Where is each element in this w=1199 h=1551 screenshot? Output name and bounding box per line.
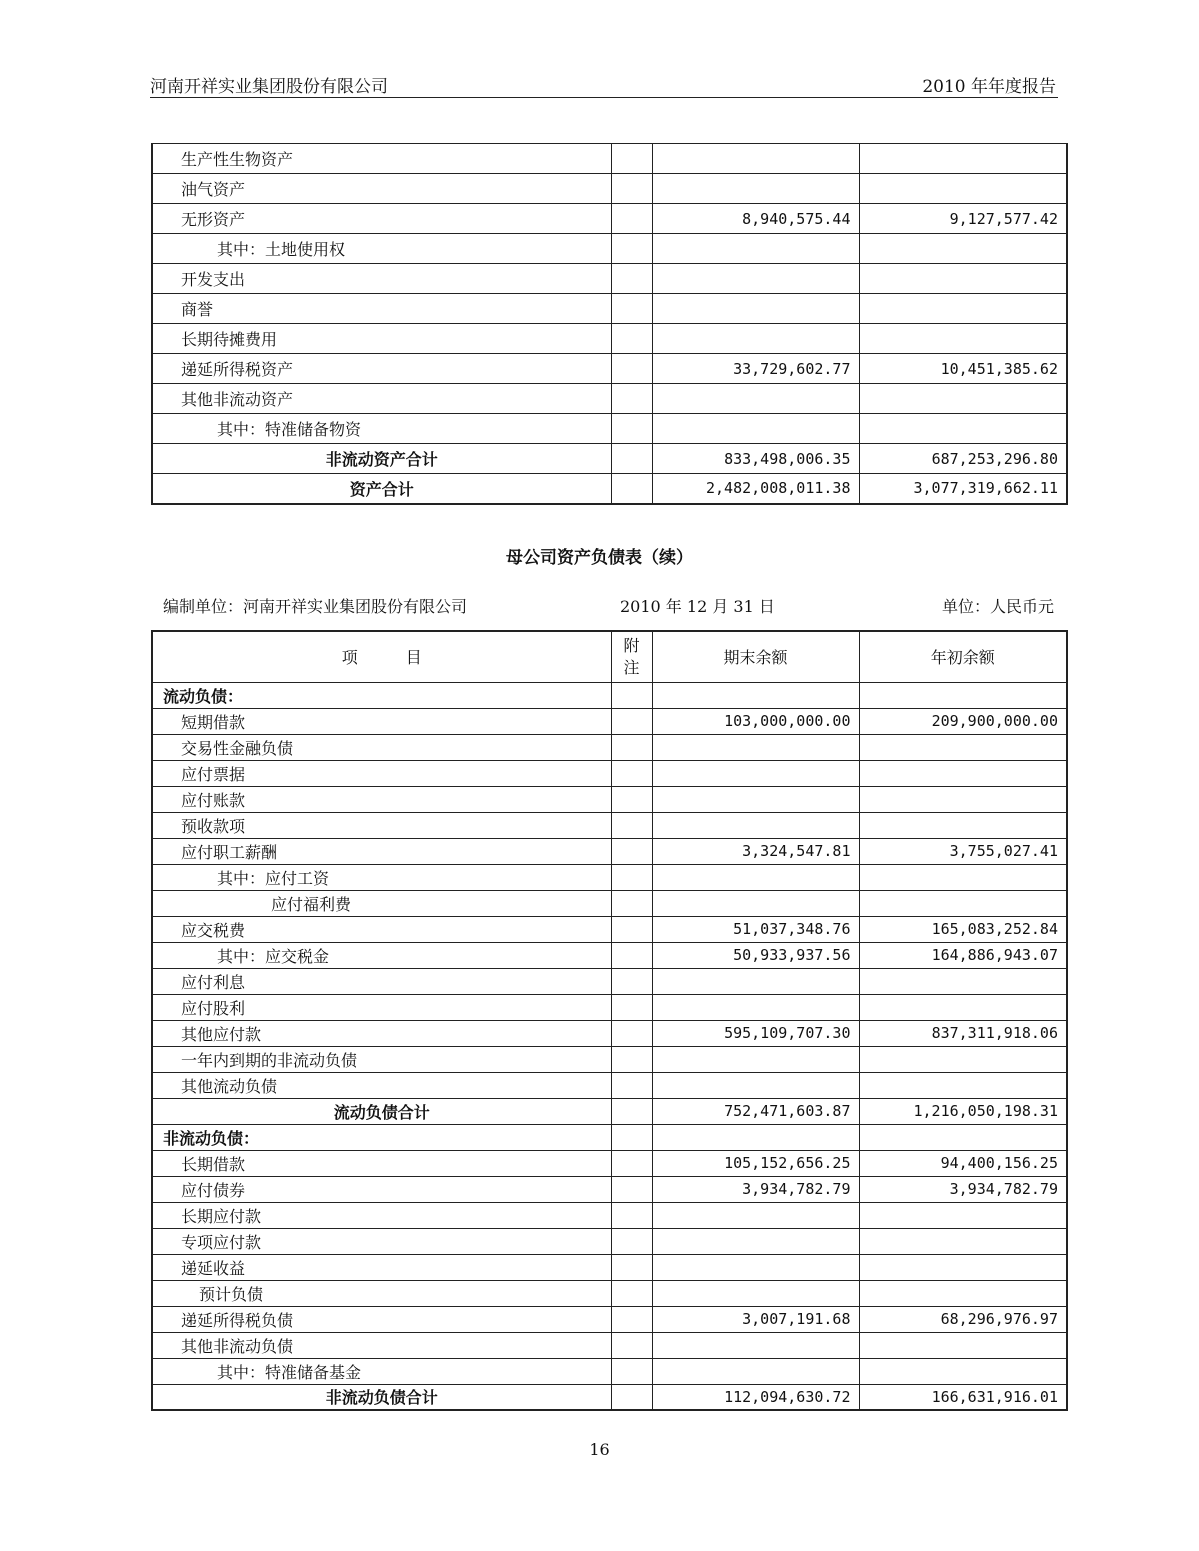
row-note bbox=[611, 1072, 652, 1098]
row-begin-balance: 209,900,000.00 bbox=[859, 708, 1067, 734]
row-note bbox=[611, 264, 652, 294]
row-end-balance bbox=[652, 234, 859, 264]
table-row bbox=[152, 1332, 1067, 1358]
table-row bbox=[152, 1228, 1067, 1254]
row-note bbox=[611, 174, 652, 204]
row-begin-balance: 3,077,319,662.11 bbox=[859, 474, 1067, 504]
row-note bbox=[611, 1020, 652, 1046]
row-item: 应付账款 bbox=[152, 786, 611, 812]
row-note bbox=[611, 1228, 652, 1254]
row-end-balance bbox=[652, 1358, 859, 1384]
row-begin-balance bbox=[859, 682, 1067, 708]
row-begin-balance: 166,631,916.01 bbox=[859, 1384, 1067, 1410]
row-end-balance bbox=[652, 384, 859, 414]
page-number: 16 bbox=[589, 1440, 610, 1459]
row-item: 其中：应交税金 bbox=[152, 942, 611, 968]
row-end-balance bbox=[652, 324, 859, 354]
row-note bbox=[611, 760, 652, 786]
header-begin-balance: 年初余额 bbox=[859, 631, 1067, 682]
row-note bbox=[611, 682, 652, 708]
table-row bbox=[152, 1098, 1067, 1124]
table-row bbox=[152, 1254, 1067, 1280]
table-row bbox=[152, 1020, 1067, 1046]
currency-unit: 单位：人民币元 bbox=[941, 597, 1054, 616]
header-company: 河南开祥实业集团股份有限公司 bbox=[150, 77, 388, 97]
assets-continued-table bbox=[151, 143, 1068, 505]
row-item: 其他应付款 bbox=[152, 1020, 611, 1046]
row-note bbox=[611, 1254, 652, 1280]
row-begin-balance: 3,755,027.41 bbox=[859, 838, 1067, 864]
row-item: 长期借款 bbox=[152, 1150, 611, 1176]
row-end-balance: 752,471,603.87 bbox=[652, 1098, 859, 1124]
row-note bbox=[611, 414, 652, 444]
row-begin-balance bbox=[859, 294, 1067, 324]
row-end-balance bbox=[652, 734, 859, 760]
row-note bbox=[611, 942, 652, 968]
row-begin-balance bbox=[859, 264, 1067, 294]
row-end-balance: 3,007,191.68 bbox=[652, 1306, 859, 1332]
row-begin-balance: 94,400,156.25 bbox=[859, 1150, 1067, 1176]
row-end-balance bbox=[652, 1280, 859, 1306]
table-row bbox=[152, 1306, 1067, 1332]
row-end-balance: 51,037,348.76 bbox=[652, 916, 859, 942]
row-begin-balance: 837,311,918.06 bbox=[859, 1020, 1067, 1046]
row-end-balance bbox=[652, 144, 859, 174]
row-begin-balance bbox=[859, 414, 1067, 444]
row-begin-balance: 687,253,296.80 bbox=[859, 444, 1067, 474]
row-item: 长期应付款 bbox=[152, 1202, 611, 1228]
table-row bbox=[152, 1384, 1067, 1410]
row-item: 非流动负债： bbox=[152, 1124, 611, 1150]
row-end-balance bbox=[652, 1332, 859, 1358]
row-item: 流动负债合计 bbox=[152, 1098, 611, 1124]
row-end-balance bbox=[652, 890, 859, 916]
row-begin-balance bbox=[859, 786, 1067, 812]
table-header-row bbox=[152, 631, 1067, 682]
table-row bbox=[152, 1072, 1067, 1098]
table-row bbox=[152, 444, 1067, 474]
row-begin-balance bbox=[859, 1228, 1067, 1254]
row-note bbox=[611, 324, 652, 354]
table-row bbox=[152, 682, 1067, 708]
table-row bbox=[152, 1046, 1067, 1072]
table-row bbox=[152, 1150, 1067, 1176]
row-note bbox=[611, 1202, 652, 1228]
table-row bbox=[152, 174, 1067, 204]
statement-title: 母公司资产负债表（续） bbox=[506, 548, 693, 568]
row-note bbox=[611, 144, 652, 174]
row-note bbox=[611, 968, 652, 994]
row-item: 长期待摊费用 bbox=[152, 324, 611, 354]
table-row bbox=[152, 994, 1067, 1020]
row-note bbox=[611, 204, 652, 234]
row-item: 递延收益 bbox=[152, 1254, 611, 1280]
row-item: 非流动负债合计 bbox=[152, 1384, 611, 1410]
row-item: 应交税费 bbox=[152, 916, 611, 942]
row-item: 其他非流动资产 bbox=[152, 384, 611, 414]
row-end-balance: 8,940,575.44 bbox=[652, 204, 859, 234]
row-item: 应付股利 bbox=[152, 994, 611, 1020]
row-end-balance: 105,152,656.25 bbox=[652, 1150, 859, 1176]
row-begin-balance bbox=[859, 324, 1067, 354]
header-report-title: 2010 年年度报告 bbox=[922, 77, 1056, 97]
row-item: 生产性生物资产 bbox=[152, 144, 611, 174]
table-row bbox=[152, 760, 1067, 786]
table-row bbox=[152, 1124, 1067, 1150]
row-begin-balance bbox=[859, 1358, 1067, 1384]
row-note bbox=[611, 1358, 652, 1384]
table-row bbox=[152, 324, 1067, 354]
row-begin-balance bbox=[859, 1124, 1067, 1150]
row-begin-balance: 164,886,943.07 bbox=[859, 942, 1067, 968]
row-note bbox=[611, 708, 652, 734]
table-row bbox=[152, 384, 1067, 414]
row-end-balance: 595,109,707.30 bbox=[652, 1020, 859, 1046]
row-begin-balance bbox=[859, 812, 1067, 838]
row-begin-balance bbox=[859, 384, 1067, 414]
row-item: 商誉 bbox=[152, 294, 611, 324]
header-end-balance: 期末余额 bbox=[652, 631, 859, 682]
row-note bbox=[611, 1176, 652, 1202]
preparer-unit: 编制单位：河南开祥实业集团股份有限公司 bbox=[163, 597, 468, 616]
row-begin-balance: 1,216,050,198.31 bbox=[859, 1098, 1067, 1124]
table-row bbox=[152, 234, 1067, 264]
row-end-balance: 2,482,008,011.38 bbox=[652, 474, 859, 504]
row-item: 其中：土地使用权 bbox=[152, 234, 611, 264]
row-note bbox=[611, 1332, 652, 1358]
table-row bbox=[152, 294, 1067, 324]
row-item: 油气资产 bbox=[152, 174, 611, 204]
row-note bbox=[611, 234, 652, 264]
table-row bbox=[152, 864, 1067, 890]
row-end-balance: 50,933,937.56 bbox=[652, 942, 859, 968]
row-begin-balance: 10,451,385.62 bbox=[859, 354, 1067, 384]
table-row bbox=[152, 1280, 1067, 1306]
row-begin-balance bbox=[859, 234, 1067, 264]
row-item: 递延所得税负债 bbox=[152, 1306, 611, 1332]
table-row bbox=[152, 204, 1067, 234]
row-end-balance bbox=[652, 1124, 859, 1150]
row-note bbox=[611, 994, 652, 1020]
row-begin-balance bbox=[859, 734, 1067, 760]
row-end-balance bbox=[652, 1046, 859, 1072]
row-item: 资产合计 bbox=[152, 474, 611, 504]
row-end-balance: 3,934,782.79 bbox=[652, 1176, 859, 1202]
row-end-balance bbox=[652, 760, 859, 786]
row-end-balance bbox=[652, 786, 859, 812]
row-item: 专项应付款 bbox=[152, 1228, 611, 1254]
row-item: 预收款项 bbox=[152, 812, 611, 838]
row-item: 其中：特准储备物资 bbox=[152, 414, 611, 444]
row-begin-balance bbox=[859, 1332, 1067, 1358]
row-item: 交易性金融负债 bbox=[152, 734, 611, 760]
row-end-balance: 833,498,006.35 bbox=[652, 444, 859, 474]
row-end-balance bbox=[652, 682, 859, 708]
row-begin-balance: 3,934,782.79 bbox=[859, 1176, 1067, 1202]
table-row bbox=[152, 734, 1067, 760]
row-end-balance: 3,324,547.81 bbox=[652, 838, 859, 864]
row-begin-balance bbox=[859, 1202, 1067, 1228]
header-divider bbox=[150, 97, 1058, 98]
row-note bbox=[611, 444, 652, 474]
row-begin-balance bbox=[859, 174, 1067, 204]
row-note bbox=[611, 734, 652, 760]
row-begin-balance: 9,127,577.42 bbox=[859, 204, 1067, 234]
row-begin-balance bbox=[859, 1072, 1067, 1098]
row-begin-balance: 165,083,252.84 bbox=[859, 916, 1067, 942]
header-note: 附 注 bbox=[611, 631, 652, 682]
row-note bbox=[611, 1046, 652, 1072]
row-item: 应付福利费 bbox=[152, 890, 611, 916]
row-end-balance bbox=[652, 968, 859, 994]
row-end-balance: 103,000,000.00 bbox=[652, 708, 859, 734]
row-note bbox=[611, 354, 652, 384]
row-item: 应付利息 bbox=[152, 968, 611, 994]
row-item: 应付职工薪酬 bbox=[152, 838, 611, 864]
row-item: 其他流动负债 bbox=[152, 1072, 611, 1098]
row-note bbox=[611, 812, 652, 838]
row-end-balance bbox=[652, 812, 859, 838]
row-begin-balance bbox=[859, 1046, 1067, 1072]
row-note bbox=[611, 474, 652, 504]
row-begin-balance bbox=[859, 890, 1067, 916]
table-row bbox=[152, 708, 1067, 734]
row-item: 应付债券 bbox=[152, 1176, 611, 1202]
row-end-balance bbox=[652, 1228, 859, 1254]
row-begin-balance bbox=[859, 1254, 1067, 1280]
row-note bbox=[611, 294, 652, 324]
row-note bbox=[611, 1306, 652, 1332]
row-item: 开发支出 bbox=[152, 264, 611, 294]
row-begin-balance bbox=[859, 864, 1067, 890]
row-begin-balance bbox=[859, 1280, 1067, 1306]
row-begin-balance bbox=[859, 144, 1067, 174]
row-item: 其中：特准储备基金 bbox=[152, 1358, 611, 1384]
table-row bbox=[152, 838, 1067, 864]
row-item: 非流动资产合计 bbox=[152, 444, 611, 474]
row-note bbox=[611, 1098, 652, 1124]
row-item: 无形资产 bbox=[152, 204, 611, 234]
row-item: 递延所得税资产 bbox=[152, 354, 611, 384]
row-note bbox=[611, 890, 652, 916]
row-end-balance bbox=[652, 1202, 859, 1228]
row-note bbox=[611, 864, 652, 890]
row-note bbox=[611, 1280, 652, 1306]
row-end-balance bbox=[652, 264, 859, 294]
row-note bbox=[611, 384, 652, 414]
header-item: 项 目 bbox=[152, 631, 611, 682]
table-row bbox=[152, 354, 1067, 384]
table-row bbox=[152, 264, 1067, 294]
table-row bbox=[152, 144, 1067, 174]
table-row bbox=[152, 474, 1067, 504]
row-end-balance: 33,729,602.77 bbox=[652, 354, 859, 384]
row-item: 其他非流动负债 bbox=[152, 1332, 611, 1358]
table-row bbox=[152, 1358, 1067, 1384]
row-end-balance bbox=[652, 174, 859, 204]
row-note bbox=[611, 1124, 652, 1150]
table-row bbox=[152, 890, 1067, 916]
table-row bbox=[152, 968, 1067, 994]
table-row bbox=[152, 1202, 1067, 1228]
row-item: 应付票据 bbox=[152, 760, 611, 786]
row-item: 其中：应付工资 bbox=[152, 864, 611, 890]
table-row bbox=[152, 812, 1067, 838]
row-end-balance bbox=[652, 294, 859, 324]
table-row bbox=[152, 786, 1067, 812]
row-end-balance: 112,094,630.72 bbox=[652, 1384, 859, 1410]
row-item: 短期借款 bbox=[152, 708, 611, 734]
liabilities-table bbox=[151, 630, 1068, 1411]
row-end-balance bbox=[652, 994, 859, 1020]
statement-date: 2010 年 12 月 31 日 bbox=[620, 597, 775, 616]
row-end-balance bbox=[652, 1254, 859, 1280]
row-begin-balance bbox=[859, 968, 1067, 994]
row-item: 一年内到期的非流动负债 bbox=[152, 1046, 611, 1072]
row-item: 流动负债： bbox=[152, 682, 611, 708]
row-item: 预计负债 bbox=[152, 1280, 611, 1306]
row-note bbox=[611, 916, 652, 942]
table-row bbox=[152, 414, 1067, 444]
row-begin-balance bbox=[859, 760, 1067, 786]
table-row bbox=[152, 916, 1067, 942]
row-end-balance bbox=[652, 1072, 859, 1098]
row-end-balance bbox=[652, 414, 859, 444]
row-note bbox=[611, 786, 652, 812]
row-note bbox=[611, 1150, 652, 1176]
row-begin-balance bbox=[859, 994, 1067, 1020]
row-note bbox=[611, 1384, 652, 1410]
table-row bbox=[152, 1176, 1067, 1202]
row-end-balance bbox=[652, 864, 859, 890]
row-begin-balance: 68,296,976.97 bbox=[859, 1306, 1067, 1332]
row-note bbox=[611, 838, 652, 864]
table-row bbox=[152, 942, 1067, 968]
